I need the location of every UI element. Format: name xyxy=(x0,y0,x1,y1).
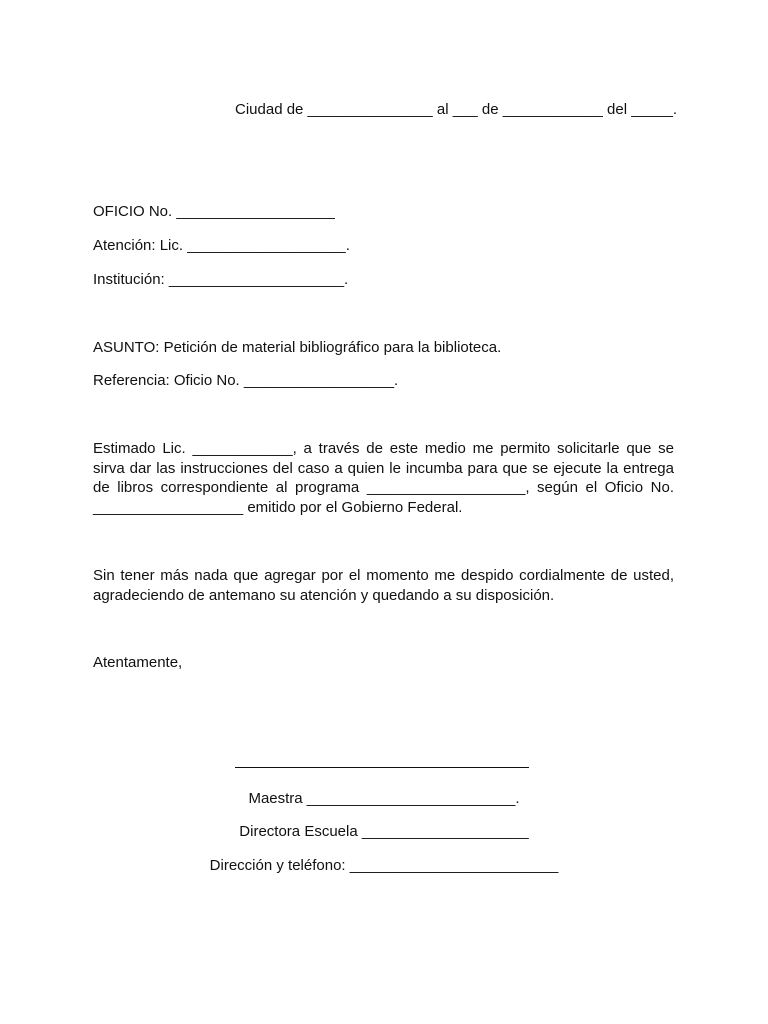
body-paragraph-request: Estimado Lic. ____________, a través de este medio me permito solicitarle que se sirva dar las instrucciones del caso a quien le incumba para que se ejecute la entrega de libros correspondiente al programa ___________________, según el Oficio No. __________________ emitido por el Gobierno Federal. xyxy=(93,440,674,516)
oficio-number-line: OFICIO No. ___________________ xyxy=(93,203,335,220)
body-paragraph-farewell: Sin tener más nada que agregar por el momento me despido cordialmente de usted, agradeciendo de antemano su atención y quedando a su disposición. xyxy=(93,567,674,604)
subject-line: ASUNTO: Petición de material bibliográfico para la biblioteca. xyxy=(93,339,502,356)
signature-line xyxy=(235,767,529,768)
reference-line: Referencia: Oficio No. __________________. xyxy=(93,372,399,389)
date-place-line: Ciudad de _______________ al ___ de ____________ del _____. xyxy=(235,101,678,118)
attention-line: Atención: Lic. ___________________. xyxy=(93,237,350,254)
institution-line: Institución: _____________________. xyxy=(93,271,349,288)
signer-contact-line: Dirección y teléfono: _________________________ xyxy=(209,857,559,874)
closing-salutation: Atentamente, xyxy=(93,654,183,671)
signer-role-line: Directora Escuela ____________________ xyxy=(239,823,529,840)
signer-name-line: Maestra _________________________. xyxy=(248,790,520,807)
